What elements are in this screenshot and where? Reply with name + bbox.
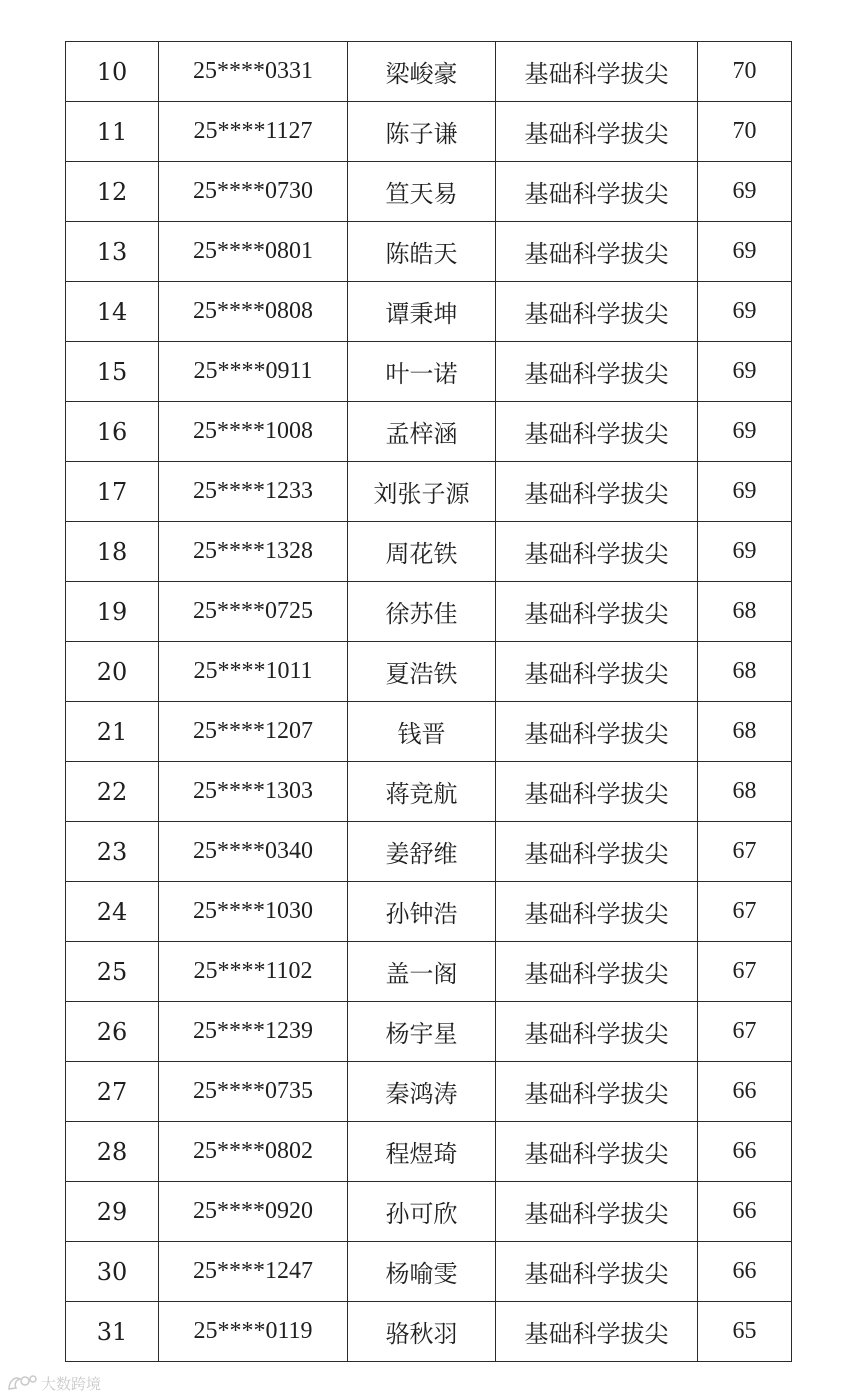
track-cell: 基础科学拔尖 [496,1002,698,1062]
table-row [66,822,792,882]
student-name-cell: 钱晋 [348,702,496,762]
student-id-cell: 25****1247 [159,1242,348,1302]
track-cell: 基础科学拔尖 [496,522,698,582]
student-id-cell: 25****1127 [159,102,348,162]
table-row [66,1182,792,1242]
row-number-cell: 14 [66,282,159,342]
track-cell: 基础科学拔尖 [496,1242,698,1302]
student-name-cell: 夏浩铁 [348,642,496,702]
row-number-cell: 25 [66,942,159,1002]
score-cell: 66 [698,1242,792,1302]
score-cell: 68 [698,642,792,702]
student-id-cell: 25****1011 [159,642,348,702]
results-table [65,41,792,1362]
student-name-cell: 陈皓天 [348,222,496,282]
student-name-cell: 谭秉坤 [348,282,496,342]
table-row [66,42,792,102]
row-number-cell: 15 [66,342,159,402]
row-number-cell: 26 [66,1002,159,1062]
score-cell: 67 [698,942,792,1002]
student-id-cell: 25****0331 [159,42,348,102]
row-number-cell: 11 [66,102,159,162]
table-row [66,702,792,762]
row-number-cell: 20 [66,642,159,702]
student-name-cell: 孙可欣 [348,1182,496,1242]
row-number-cell: 13 [66,222,159,282]
watermark-text: 大数跨境 [41,1374,102,1393]
score-cell: 69 [698,402,792,462]
table-row [66,1122,792,1182]
student-name-cell: 骆秋羽 [348,1302,496,1362]
row-number-cell: 27 [66,1062,159,1122]
student-id-cell: 25****1102 [159,942,348,1002]
student-name-cell: 笪天易 [348,162,496,222]
row-number-cell: 30 [66,1242,159,1302]
table-row [66,1062,792,1122]
track-cell: 基础科学拔尖 [496,762,698,822]
score-cell: 68 [698,582,792,642]
table-row [66,582,792,642]
track-cell: 基础科学拔尖 [496,582,698,642]
student-id-cell: 25****0801 [159,222,348,282]
row-number-cell: 23 [66,822,159,882]
student-id-cell: 25****1239 [159,1002,348,1062]
track-cell: 基础科学拔尖 [496,222,698,282]
score-cell: 66 [698,1182,792,1242]
student-id-cell: 25****0119 [159,1302,348,1362]
row-number-cell: 21 [66,702,159,762]
table-row [66,342,792,402]
student-name-cell: 程煜琦 [348,1122,496,1182]
student-id-cell: 25****1030 [159,882,348,942]
score-cell: 66 [698,1122,792,1182]
student-name-cell: 叶一诺 [348,342,496,402]
row-number-cell: 24 [66,882,159,942]
score-cell: 70 [698,102,792,162]
row-number-cell: 17 [66,462,159,522]
student-name-cell: 周花铁 [348,522,496,582]
student-id-cell: 25****0340 [159,822,348,882]
student-id-cell: 25****1207 [159,702,348,762]
track-cell: 基础科学拔尖 [496,102,698,162]
row-number-cell: 31 [66,1302,159,1362]
row-number-cell: 16 [66,402,159,462]
row-number-cell: 29 [66,1182,159,1242]
student-id-cell: 25****0920 [159,1182,348,1242]
table-row [66,402,792,462]
score-cell: 68 [698,762,792,822]
track-cell: 基础科学拔尖 [496,882,698,942]
score-cell: 69 [698,282,792,342]
score-cell: 69 [698,162,792,222]
row-number-cell: 10 [66,42,159,102]
table-row [66,882,792,942]
track-cell: 基础科学拔尖 [496,822,698,882]
row-number-cell: 22 [66,762,159,822]
score-cell: 67 [698,882,792,942]
track-cell: 基础科学拔尖 [496,282,698,342]
row-number-cell: 12 [66,162,159,222]
track-cell: 基础科学拔尖 [496,642,698,702]
score-cell: 69 [698,342,792,402]
track-cell: 基础科学拔尖 [496,942,698,1002]
track-cell: 基础科学拔尖 [496,342,698,402]
table-row [66,102,792,162]
student-name-cell: 孟梓涵 [348,402,496,462]
track-cell: 基础科学拔尖 [496,1182,698,1242]
table-row [66,522,792,582]
student-id-cell: 25****0730 [159,162,348,222]
track-cell: 基础科学拔尖 [496,1302,698,1362]
table-row [66,462,792,522]
track-cell: 基础科学拔尖 [496,462,698,522]
score-cell: 67 [698,1002,792,1062]
track-cell: 基础科学拔尖 [496,702,698,762]
track-cell: 基础科学拔尖 [496,1062,698,1122]
student-name-cell: 徐苏佳 [348,582,496,642]
student-id-cell: 25****1008 [159,402,348,462]
student-name-cell: 刘张子源 [348,462,496,522]
brand-logo-icon [6,1373,38,1393]
student-name-cell: 秦鸿涛 [348,1062,496,1122]
watermark [6,1372,101,1394]
track-cell: 基础科学拔尖 [496,1122,698,1182]
track-cell: 基础科学拔尖 [496,402,698,462]
score-cell: 65 [698,1302,792,1362]
score-cell: 67 [698,822,792,882]
student-name-cell: 杨喻雯 [348,1242,496,1302]
student-name-cell: 盖一阁 [348,942,496,1002]
score-cell: 68 [698,702,792,762]
student-id-cell: 25****1233 [159,462,348,522]
student-id-cell: 25****0802 [159,1122,348,1182]
student-name-cell: 孙钟浩 [348,882,496,942]
track-cell: 基础科学拔尖 [496,162,698,222]
student-id-cell: 25****0808 [159,282,348,342]
track-cell: 基础科学拔尖 [496,42,698,102]
results-table-body [66,42,792,1362]
table-row [66,1002,792,1062]
student-name-cell: 蒋竞航 [348,762,496,822]
score-cell: 70 [698,42,792,102]
student-id-cell: 25****0911 [159,342,348,402]
table-row [66,222,792,282]
table-row [66,1302,792,1362]
table-row [66,162,792,222]
table-row [66,282,792,342]
student-id-cell: 25****1328 [159,522,348,582]
score-cell: 69 [698,522,792,582]
table-row [66,1242,792,1302]
table-row [66,762,792,822]
table-row [66,642,792,702]
score-cell: 69 [698,222,792,282]
student-name-cell: 陈子谦 [348,102,496,162]
score-cell: 69 [698,462,792,522]
student-id-cell: 25****1303 [159,762,348,822]
table-row [66,942,792,1002]
row-number-cell: 28 [66,1122,159,1182]
student-name-cell: 姜舒维 [348,822,496,882]
row-number-cell: 19 [66,582,159,642]
student-name-cell: 梁峻豪 [348,42,496,102]
student-id-cell: 25****0725 [159,582,348,642]
student-name-cell: 杨宇星 [348,1002,496,1062]
row-number-cell: 18 [66,522,159,582]
student-id-cell: 25****0735 [159,1062,348,1122]
score-cell: 66 [698,1062,792,1122]
